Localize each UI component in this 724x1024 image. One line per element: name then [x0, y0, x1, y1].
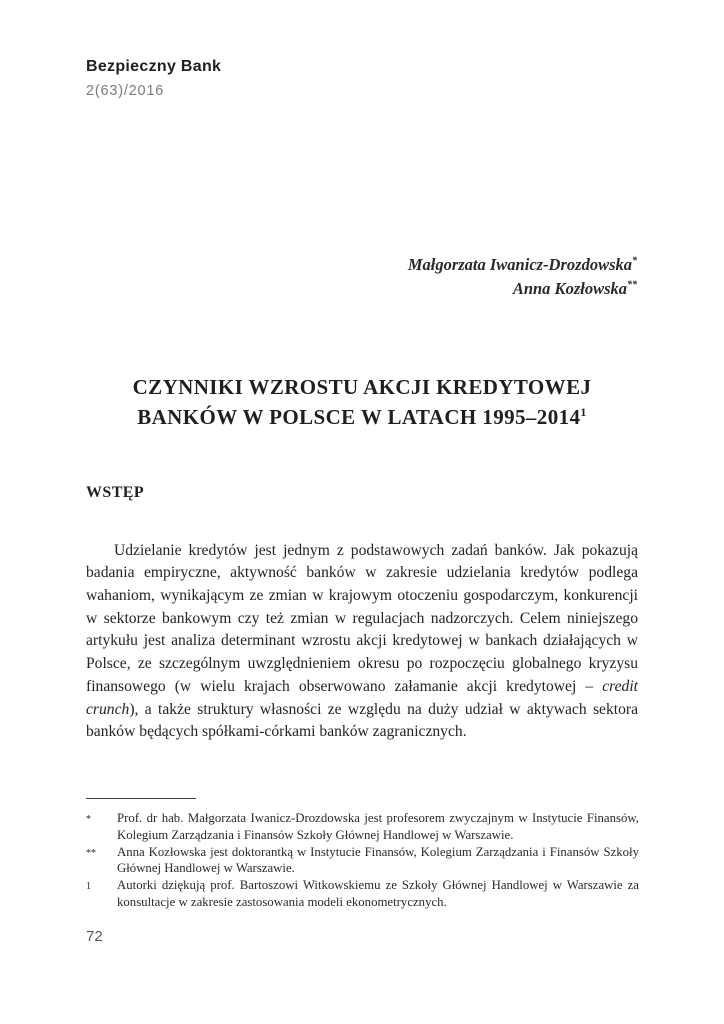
intro-paragraph: [86, 540, 638, 744]
footnote-text: Anna Kozłowska jest doktorantką w Instytucie Finansów, Kolegium Zarządzania i Finansów Szkoły Głównej Handlowej w Warszawie.: [117, 844, 639, 876]
intro-paragraph-text-cont: ), a także struktury własności ze względu na duży udział w aktywach sektora banków będących spółkami-córkami banków zagranicznych.: [86, 700, 638, 741]
article-title: [86, 372, 638, 432]
journal-name: Bezpieczny Bank: [86, 58, 222, 75]
footnote-block: [86, 798, 639, 911]
footnote-text: Prof. dr hab. Małgorzata Iwanicz-Drozdowska jest profesorem zwyczajnym w Instytucie Finansów, Kolegium Zarządzania i Finansów Szkoły Głównej Handlowej w Warszawie.: [117, 811, 639, 842]
author-affiliation-mark-2: **: [627, 279, 637, 290]
footnote-author-2: [86, 844, 639, 878]
journal-issue: 2(63)/2016: [86, 83, 165, 99]
author-affiliation-mark-1: *: [632, 255, 637, 267]
journal-header: [86, 58, 221, 99]
footnote-separator-rule: [86, 798, 196, 799]
footnote-acknowledgement: [86, 877, 639, 911]
author-name-2: Anna Kozłowska: [512, 278, 627, 298]
footnote-mark: *: [86, 814, 91, 825]
author-line-2: [408, 277, 637, 301]
section-heading-wstep: WSTĘP: [86, 484, 145, 501]
article-title-line-2: BANKÓW W POLSCE W LATACH 1995–2014$^1$: [137, 405, 587, 429]
intro-paragraph-italic-term: credit crunch: [86, 677, 638, 718]
title-footnote-ref: 1: [580, 405, 587, 419]
footnote-mark: **: [86, 847, 96, 859]
footnote-author-1: [86, 810, 639, 844]
author-name-1: Małgorzata Iwanicz-Drozdowska: [407, 255, 632, 274]
page-number: 72: [86, 928, 103, 945]
footnote-text: Autorki dziękują prof. Bartoszowi Witkowskiemu ze Szkoły Głównej Handlowej w Warszawie za konsultacje w zakresie zastosowania modeli ekonometrycznych.: [117, 878, 639, 909]
intro-paragraph-text: Udzielanie kredytów jest jednym z podstawowych zadań banków. Jak pokazują badania empiryczne, aktywność banków w zakresie udzielania kredytów podlega wahaniom, wynikającym ze zmian w krajowym otoczeniu gospodarczym, konkurencji w sektorze bankowym czy też zmian w regulacjach nadzorczych. Celem niniejszego artykułu jest analiza determinant wzrostu akcji kredytowej w bankach działających w Polsce, ze szczególnym uwzględnieniem okresu po rozpoczęciu globalnego kryzysu finansowego (w wielu krajach obserwowano załamanie akcji kredytowej –: [86, 541, 638, 695]
article-title-line-1: CZYNNIKI WZROSTU AKCJI KREDYTOWEJ: [132, 375, 592, 399]
footnote-mark: 1: [86, 881, 91, 893]
author-line-1: [408, 253, 637, 277]
author-block: [408, 253, 637, 300]
